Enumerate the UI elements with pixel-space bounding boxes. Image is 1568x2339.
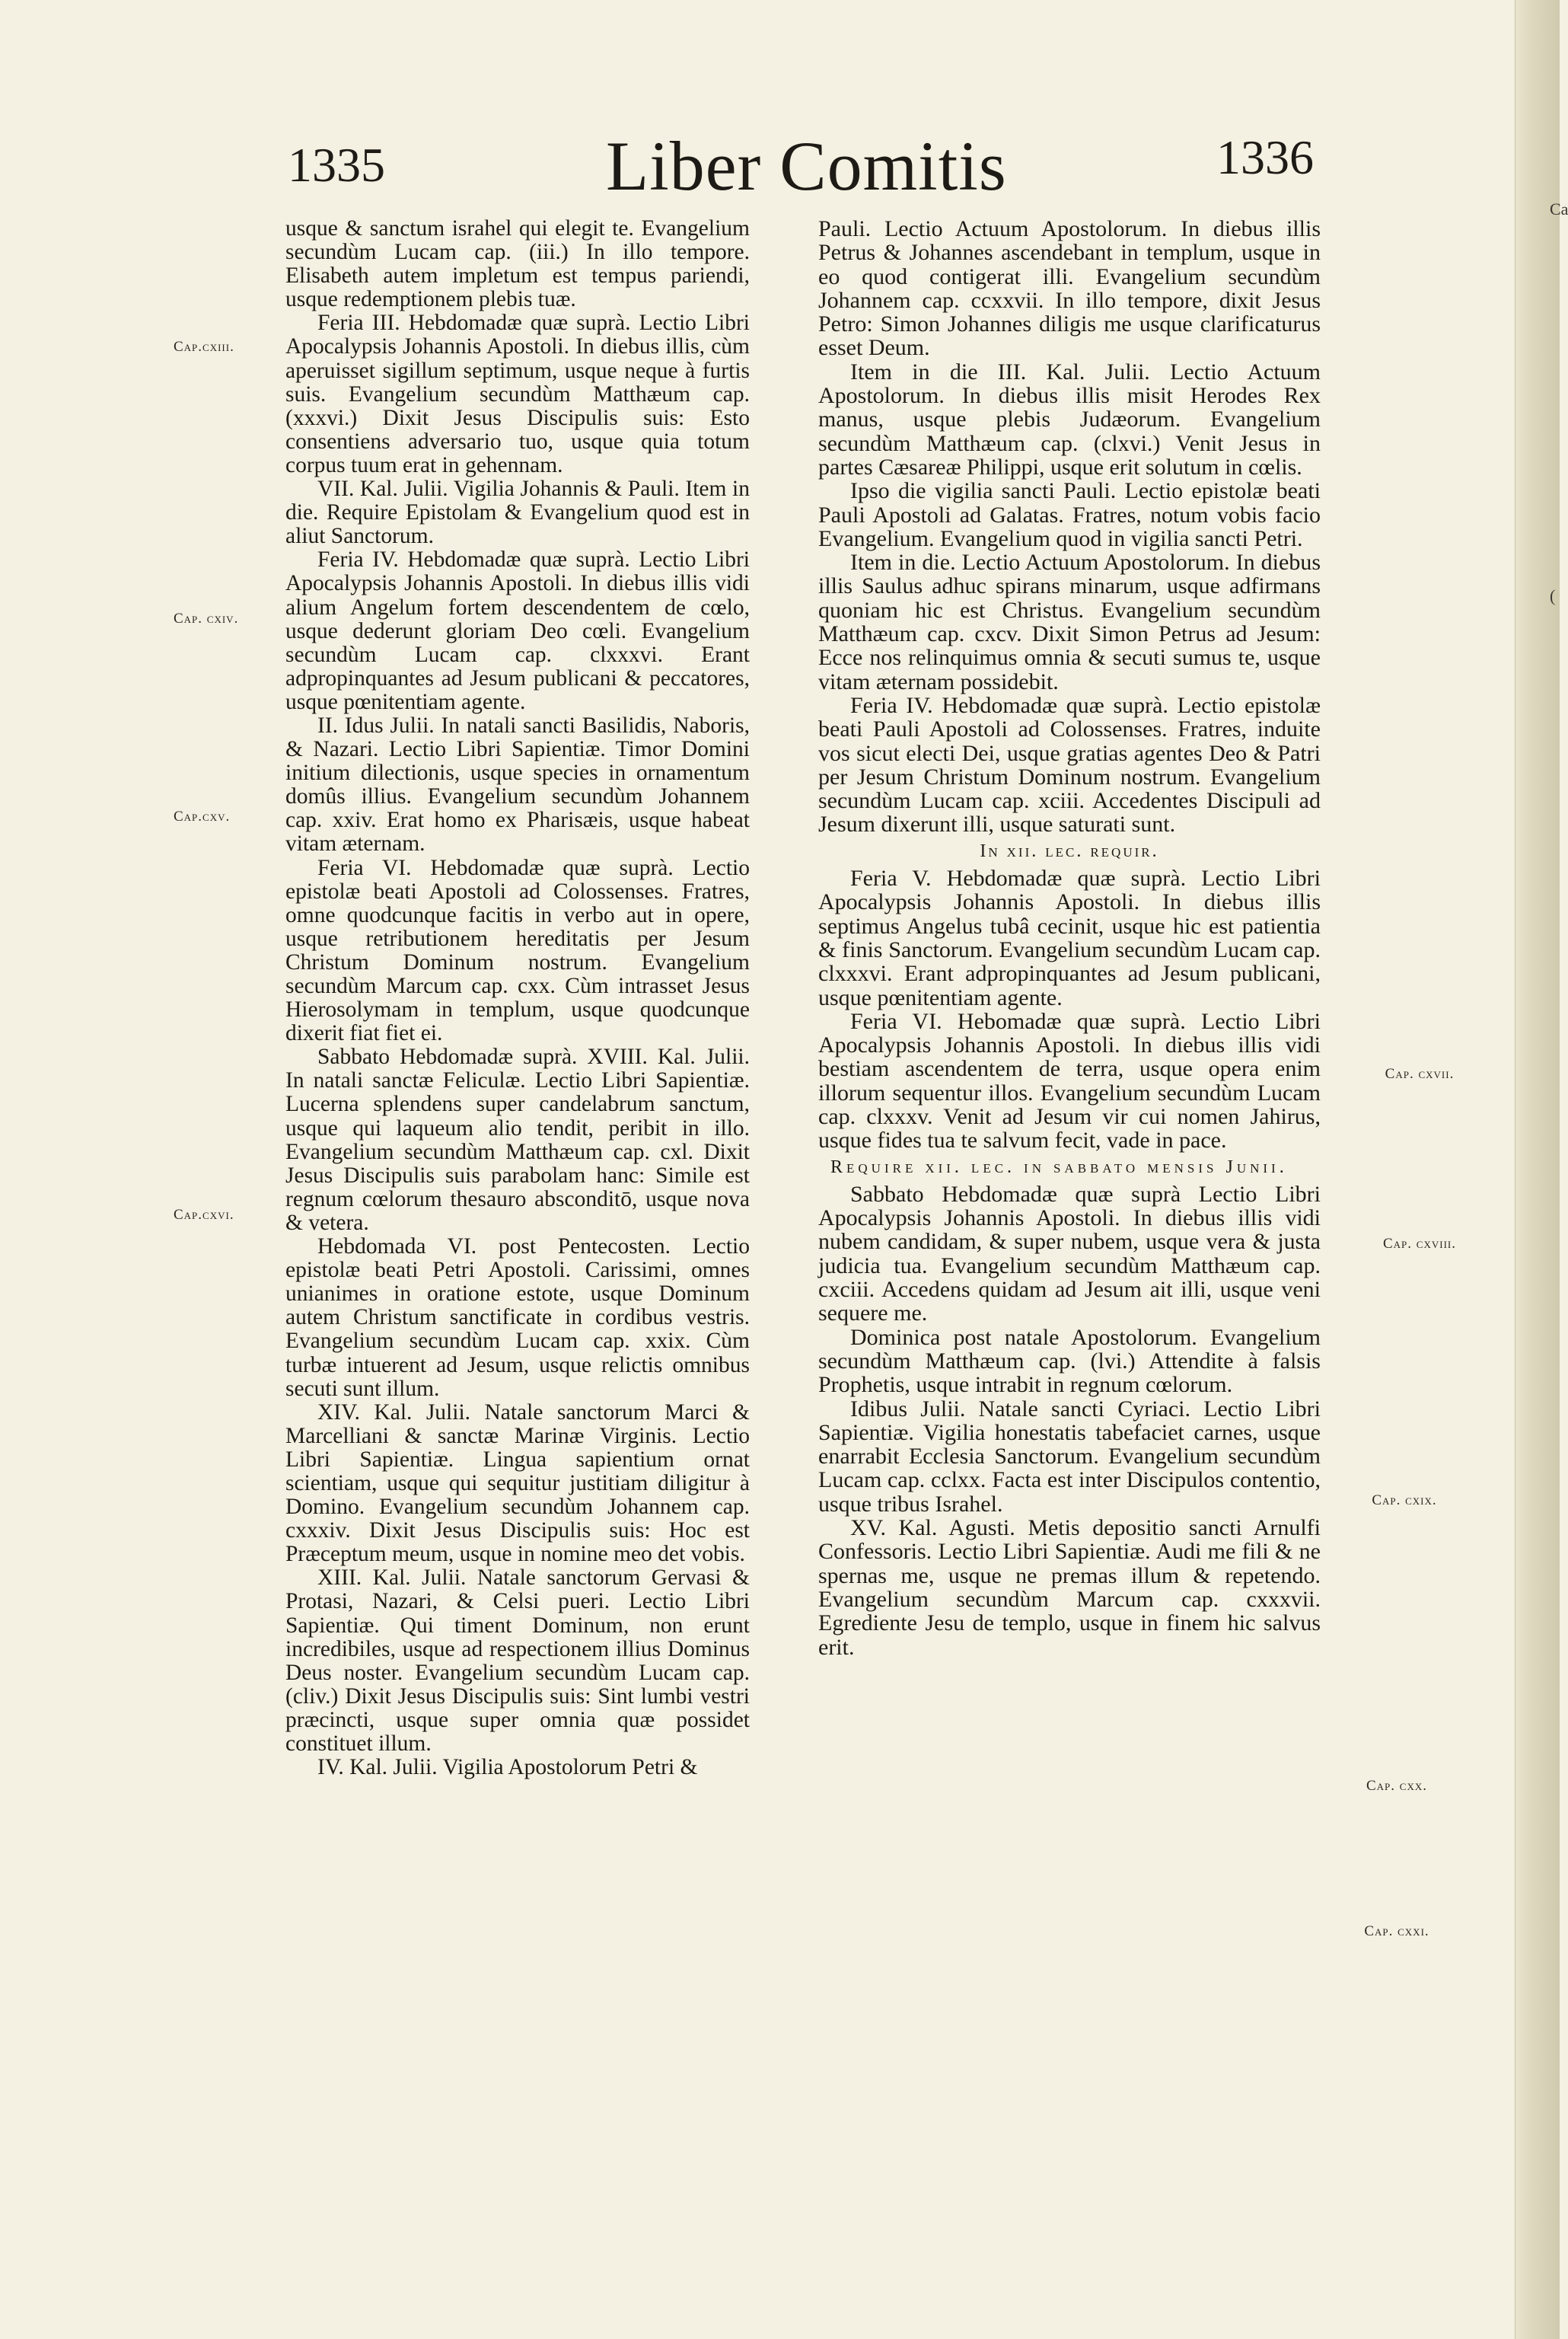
page-number-right: 1336 [1216,130,1314,184]
margin-note-right: Cap. cxix. [1372,1492,1437,1508]
page-edge [1515,0,1560,2339]
section-rubric: Require xii. lec. in sabbato mensis Junii. [830,1157,1288,1177]
paragraph: VII. Kal. Julii. Vigilia Johannis & Pauli. Item in die. Require Epistolam & Evangelium quod est in aliut Sanctorum. [285,477,750,549]
text-column-right [818,217,1321,1659]
paragraph: XIII. Kal. Julii. Natale sanctorum Gervasi & Protasi, Nazari, & Celsi pueri. Lectio Libri Sapientiæ. Qui timent Dominum, non erunt incredibiles, usque ad respectionem illius Dominus Deus noster. Evangelium secundùm Lucam cap. (cliv.) Dixit Jesus Discipulis suis: Sint lumbi vestri præcincti, usque super omnia quæ possidet constituet illum. [285,1565,750,1756]
paragraph: Item in die. Lectio Actuum Apostolorum. In diebus illis Saulus adhuc spirans minarum, usque adfirmans quoniam hic est Christus. Evangelium secundùm Matthæum cap. cxcv. Dixit Simon Petrus ad Jesum: Ecce nos relinquimus omnia & secuti sumus te, usque vitam æternam possidebit. [818,550,1321,694]
margin-note-right: Cap. cxvii. [1385,1066,1455,1082]
paragraph: Feria IV. Hebdomadæ quæ suprà. Lectio Libri Apocalypsis Johannis Apostoli. In diebus illis vidi alium Angelum fortem descendentem de cœlo, usque dederunt gloriam Deo cœli. Evangelium secundùm Lucam cap. clxxxvi. Erant adpropinquantes ad Jesum publicani & peccatores, usque pœnitentiam agente. [285,547,750,714]
edge-mark-mid: ( [1550,586,1556,605]
paragraph: Sabbato Hebdomadæ quæ suprà Lectio Libri Apocalypsis Johannis Apostoli. In diebus illis vidi nubem candidam, & super nubem, usque vera & justa judicia tua. Evangelium secundùm Matthæum cap. cxciii. Accedens quidam ad Jesum ait illi, usque veni sequere me. [818,1181,1321,1326]
paragraph: usque & sanctum israhel qui elegit te. Evangelium secundùm Lucam cap. (iii.) In illo tempore. Elisabeth autem impletum est tempus pariendi, usque redemptionem plebis tuæ. [285,216,750,312]
paragraph: Pauli. Lectio Actuum Apostolorum. In diebus illis Petrus & Johannes ascendebant in templum, usque in eo quod contigerat illi. Evangelium secundùm Johannem cap. ccxxvii. In illo tempore, dixit Jesus Petro: Simon Johannes diligis me usque clarificaturus esset Deum. [818,216,1321,361]
edge-mark-top: Ca [1550,199,1568,219]
paragraph: Sabbato Hebdomadæ suprà. XVIII. Kal. Julii. In natali sanctæ Feliculæ. Lectio Libri Sapientiæ. Lucerna splendens super candelabrum sanctum, usque qui laqueum alio tendit, peribit in illo. Evangelium secundùm Matthæum cap. cxl. Dixit Jesus Discipulis suis parabolam hanc: Simile est regnum cœlorum thesauro absconditō, usque nova & vetera. [285,1045,750,1235]
running-title: Liber Comitis [606,127,1007,205]
paragraph: XIV. Kal. Julii. Natale sanctorum Marci & Marcelliani & sanctæ Marinæ Virginis. Lectio Libri Sapientiæ. Lingua sapientium ornat scientiam, usque qui sequitur justitiam diligitur à Domino. Evangelium secundùm Johannem cap. cxxxiv. Dixit Jesus Discipulis suis: Hoc est Præceptum meum, usque in nomine meo det vobis. [285,1399,750,1567]
paragraph: Idibus Julii. Natale sancti Cyriaci. Lectio Libri Sapientiæ. Vigilia honestatis tabefaciet carnes, usque enarrabit Ecclesia Sanctorum. Evangelium secundùm Lucam cap. cclxx. Facta est inter Discipulos contentio, usque tribus Israhel. [818,1396,1321,1517]
margin-note-right: Cap. cxviii. [1383,1236,1456,1252]
section-rubric: In xii. lec. requir. [980,841,1159,861]
paragraph: Feria VI. Hebdomadæ quæ suprà. Lectio epistolæ beati Apostoli ad Colossenses. Fratres, omne quodcunque facitis in verbo aut in opere, usque retributionem hereditatis per Jesum Christum Dominum nostrum. Evangelium secundùm Marcum cap. cxx. Cùm intrasset Jesus Hierosolymam in templum, usque quodcunque dixerit fiat fiet ei. [285,855,750,1046]
text-column-left [285,217,750,1779]
paragraph: Dominica post natale Apostolorum. Evangelium secundùm Matthæum cap. (lvi.) Attendite à falsis Prophetis, usque intrabit in regnum cœlorum. [818,1324,1321,1398]
margin-note-left: Cap.cxvi. [174,1207,234,1223]
paragraph: Ipso die vigilia sancti Pauli. Lectio epistolæ beati Pauli Apostoli ad Galatas. Fratres, notum vobis facio Evangelium. Evangelium quod in vigilia sancti Petri. [818,478,1321,551]
paragraph: Feria IV. Hebdomadæ quæ suprà. Lectio epistolæ beati Pauli Apostoli ad Colossenses. Fratres, induite vos sicut electi Dei, usque gratias agentes Deo & Patri per Jesum Christum Dominum nostrum. Evangelium secundùm Lucam cap. xciii. Accedentes Discipuli ad Jesum dixerunt illi, usque saturati sunt. [818,692,1321,838]
paragraph: II. Idus Julii. In natali sancti Basilidis, Naboris, & Nazari. Lectio Libri Sapientiæ. Timor Domini initium dilectionis, usque species in ornamentum domûs illius. Evangelium secundùm Johannem cap. xxiv. Erat homo ex Pharisæis, usque habeat vitam æternam. [285,713,750,857]
paragraph: XV. Kal. Agusti. Metis depositio sancti Arnulfi Confessoris. Lectio Libri Sapientiæ. Audi me fili & ne spernas me, usque ne premas illum & repetendo. Evangelium secundùm Marcum cap. cxxxvii. Egrediente Jesu de templo, usque in finem hic salvus erit. [818,1515,1321,1660]
paragraph: Item in die III. Kal. Julii. Lectio Actuum Apostolorum. In diebus illis misit Herodes Rex manus, usque plebis Judæorum. Evangelium secundùm Matthæum cap. (clxvi.) Venit Jesus in partes Cæsareæ Philippi, usque erit solutum in cœlis. [818,359,1321,480]
paragraph: Hebdomada VI. post Pentecosten. Lectio epistolæ beati Petri Apostoli. Carissimi, omnes unianimes in oratione estote, usque Dominum autem Christum sanctificate in cordibus vestris. Evangelium secundùm Lucam cap. xxix. Cùm turbæ intuerent ad Jesum, usque relictis omnibus secuti sunt illum. [285,1234,750,1401]
page-number-left: 1335 [288,138,385,192]
paragraph: IV. Kal. Julii. Vigilia Apostolorum Petri & [317,1755,698,1780]
paragraph: Feria VI. Hebomadæ quæ suprà. Lectio Libri Apocalypsis Johannis Apostoli. In diebus illis vidi bestiam ascendentem de terra, usque opera enim illorum sequentur illos. Evangelium secundùm Lucam cap. clxxxv. Venit ad Jesum vir cui nomen Jahirus, usque fides tua te salvum fecit, vade in pace. [818,1008,1321,1154]
page-header [0,114,1515,213]
paragraph: Feria III. Hebdomadæ quæ suprà. Lectio Libri Apocalypsis Johannis Apostoli. In diebus illis, cùm aperuisset sigillum septimum, usque neque à furtis suis. Evangelium secundùm Matthæum cap. (xxxvi.) Dixit Jesus Discipulis suis: Esto consentiens adversario tuo, usque quia totum corpus tuum erat in gehennam. [285,311,750,477]
margin-note-left: Cap. cxiv. [174,611,239,627]
margin-note-right: Cap. cxxi. [1364,1923,1429,1939]
paragraph: Feria V. Hebdomadæ quæ suprà. Lectio Libri Apocalypsis Johannis Apostoli. In diebus illis septimus Angelus tubâ cecinit, usque hic est patientia & finis Sanctorum. Evangelium secundùm Lucam cap. clxxxvi. Erant adpropinquantes ad Jesum publicani, usque pœnitentiam agente. [818,866,1321,1010]
margin-note-left: Cap.cxiii. [174,339,234,355]
margin-note-left: Cap.cxv. [174,809,231,825]
margin-note-right: Cap. cxx. [1366,1778,1427,1794]
